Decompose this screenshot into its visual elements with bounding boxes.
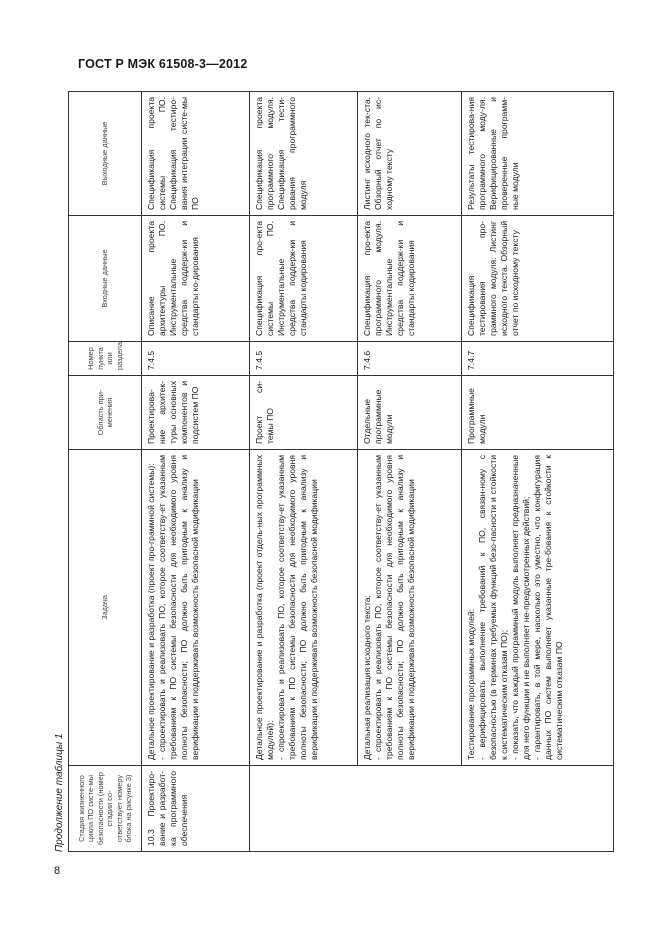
clause-cell: 7.4.6 xyxy=(358,342,462,376)
stage-cell xyxy=(250,766,358,852)
table-row xyxy=(358,92,462,852)
inputs-cell: Спецификация тестирования про-граммного модуля. Листинг исходного текста. Обзорный отчет по исходному тексту xyxy=(462,216,614,342)
task-cell: Детальное проектирование и разработка (проект отдель-ных программных модулей): - спроектировать и реализовать ПО, которое соответству-ет указанным требованиям к ПО системы безопасности для необходимого уровня полноты безопасности; ПО должно быть пригодным к анализу и верификации и поддерживать возможность безопасной модификации xyxy=(250,450,358,766)
table-row xyxy=(250,92,358,852)
outputs-cell: Спецификация проекта программного модуля. Спецификация тести-рования программного модуля xyxy=(250,92,358,216)
scope-cell: Проект си-темы ПО xyxy=(250,376,358,450)
scope-cell: Программные модули xyxy=(462,376,614,450)
clause-cell: 7.4.5 xyxy=(142,342,250,376)
scope-cell: Отдельные программные модули xyxy=(358,376,462,450)
header-scope: Область при-менения xyxy=(69,376,142,450)
header-outputs: Выходные данные xyxy=(69,92,142,216)
page-number: 8 xyxy=(54,865,61,877)
clause-cell: 7.4.5 xyxy=(250,342,358,376)
inputs-cell: Спецификация про-екта программного модуля. Инструментальные средства поддерж-ки и стандарты кодирования xyxy=(358,216,462,342)
header-task: Задача xyxy=(69,450,142,766)
scope-cell: Проектирова-ние архитек-туры основных компонентов и подсистем ПО xyxy=(142,376,250,450)
header-stage: Стадия жизненного цикла ПО систе-мы безопасности (номер стадии со-ответствует номеру блока на рисунке 3) xyxy=(69,766,142,852)
document-header: ГОСТ Р МЭК 61508-3—2012 xyxy=(78,57,248,71)
task-cell: Детальное проектирование и разработка (проект про-граммной системы): - спроектировать и реализовать ПО, которое соответству-ет указанным требованиям к ПО системы безопасности для необходимого уровня полноты безопасности; ПО должно быть пригодным к анализу и верификации и поддерживать возможность безопасной модификации xyxy=(142,450,250,766)
lifecycle-table xyxy=(68,91,614,852)
task-cell: Детальная реализация исходного текста: - спроектировать и реализовать ПО, которое соответству-ет указанным требованиям к ПО системы безопасности для необходимого уровня полноты безопасности; ПО должно быть пригодным к анализу и верификации и поддерживать возможность безопасной модификации xyxy=(358,450,462,766)
table-row xyxy=(142,92,250,852)
table-header-row xyxy=(69,92,142,852)
header-inputs: Входные данные xyxy=(69,216,142,342)
task-cell: Тестирование программных модулей: - верифицировать выполнение требований к ПО, связан-ному с безопасностью (в терминах требуемых функций безо-пасности и стойкости к систематическим отказам ПО); - показать, что каждый программный модуль выполняет предназначенные для него функции и не выполняет не-предусмотренных действий; - гарантировать, в той мере, насколько это уместно, что конфигурация данных ПО систем выполняет указанные тре-бования к стойкости к систематическим отказам ПО xyxy=(462,450,614,766)
stage-cell xyxy=(358,766,462,852)
header-clause: Номер пункта или раздела xyxy=(69,342,142,376)
stage-cell: 10.3 Проектиро-вание и разработ-ка программного обеспечения xyxy=(142,766,250,852)
outputs-cell: Спецификация проекта системы ПО. Спецификация тестиро-вания интеграции систе-мы ПО xyxy=(142,92,250,216)
inputs-cell: Спецификация про-екта системы ПО. Инструментальные средства поддерж-ки и стандарты кодирования xyxy=(250,216,358,342)
rotated-table-area xyxy=(54,92,614,852)
stage-cell xyxy=(462,766,614,852)
clause-cell: 7.4.7 xyxy=(462,342,614,376)
outputs-cell: Листинг исходного тек-ста. Обзорный отчет по ис-ходному тексту xyxy=(358,92,462,216)
table-caption: Продолжение таблицы 1 xyxy=(54,733,65,852)
table-row xyxy=(462,92,614,852)
outputs-cell: Результаты тестирова-ния программного моду-ля. Верифицированные и проверенные программ-ные модули xyxy=(462,92,614,216)
inputs-cell: Описание проекта архитектуры ПО. Инструментальные средства поддерж-ки и стандарты ко-дирования xyxy=(142,216,250,342)
